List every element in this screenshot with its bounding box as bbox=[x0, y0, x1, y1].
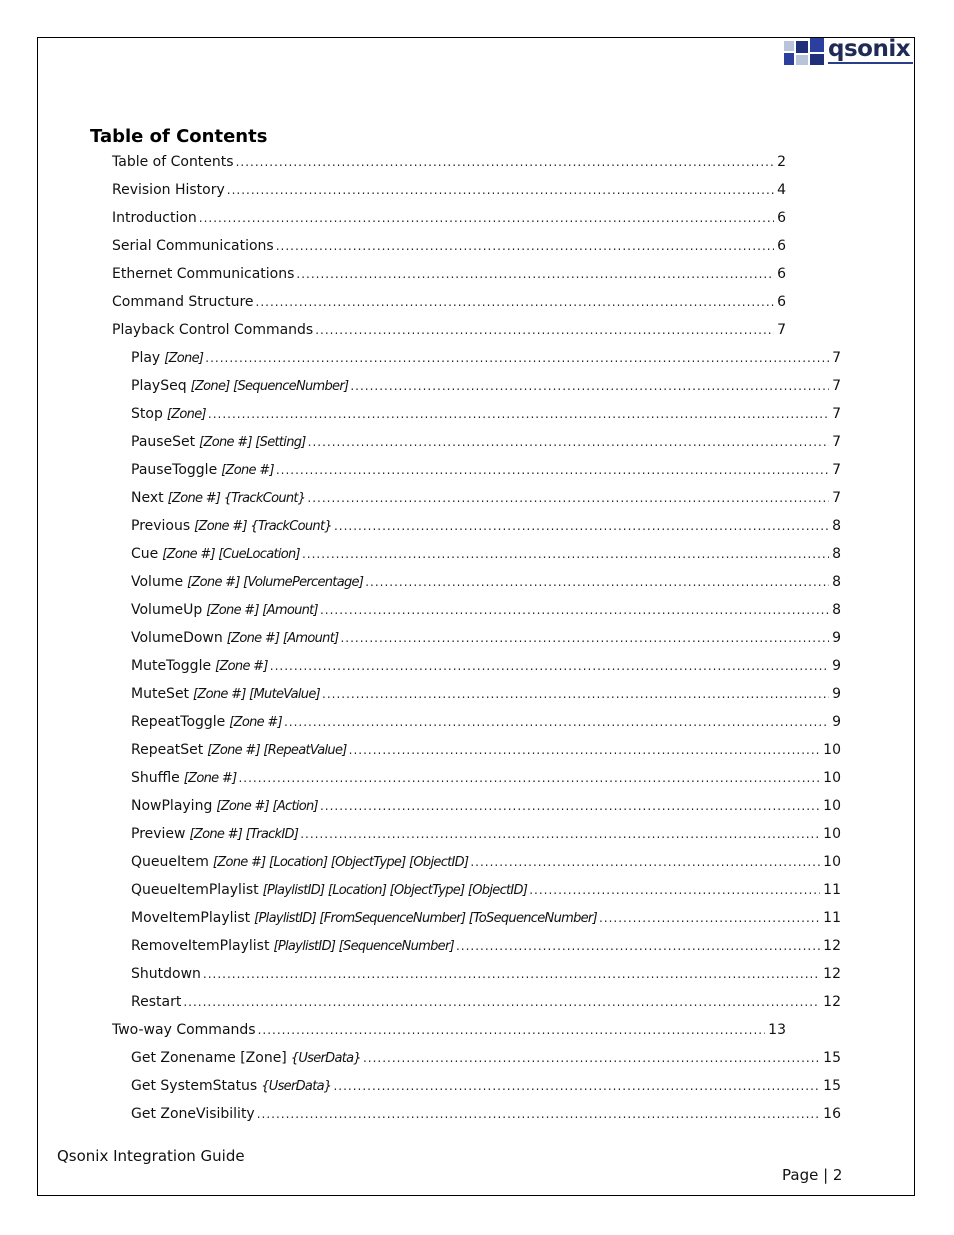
toc-entry-label: MuteSet bbox=[131, 686, 190, 702]
toc-entry-label: Command Structure bbox=[112, 294, 254, 310]
toc-entry[interactable] bbox=[131, 825, 841, 844]
toc-entry[interactable] bbox=[131, 349, 841, 368]
toc-entry-label: Shuffle bbox=[131, 770, 180, 786]
toc-entry-page: 6 bbox=[777, 238, 786, 254]
toc-dot-leader bbox=[470, 853, 820, 871]
toc-entry-args: {UserData} bbox=[290, 1051, 361, 1066]
toc-dot-leader bbox=[363, 1049, 820, 1067]
toc-entry[interactable] bbox=[131, 433, 841, 452]
toc-dot-leader bbox=[320, 601, 829, 619]
toc-dot-leader bbox=[183, 993, 820, 1011]
toc-entry-page: 10 bbox=[823, 826, 841, 842]
toc-entry-label: Cue bbox=[131, 546, 159, 562]
toc-entry-page: 11 bbox=[823, 910, 841, 926]
toc-entry[interactable] bbox=[112, 1021, 786, 1039]
toc-entry[interactable] bbox=[131, 909, 841, 928]
toc-entry-label: Get ZoneVisibility bbox=[131, 1106, 255, 1122]
toc-entry-page: 15 bbox=[823, 1078, 841, 1094]
toc-dot-leader bbox=[257, 1105, 820, 1123]
toc-dot-leader bbox=[256, 293, 775, 311]
toc-entry-label: PauseToggle bbox=[131, 462, 218, 478]
toc-dot-leader bbox=[350, 377, 829, 395]
toc-entry-page: 8 bbox=[832, 546, 841, 562]
toc-entry-page: 16 bbox=[823, 1106, 841, 1122]
toc-dot-leader bbox=[300, 825, 820, 843]
toc-entry[interactable] bbox=[112, 293, 786, 311]
toc-entry[interactable] bbox=[131, 545, 841, 564]
toc-entry[interactable] bbox=[131, 881, 841, 900]
toc-dot-leader bbox=[199, 209, 774, 227]
toc-entry-args: [Zone #] [Action] bbox=[216, 799, 318, 814]
toc-entry[interactable] bbox=[131, 377, 841, 396]
toc-dot-leader bbox=[238, 769, 820, 787]
toc-entry-page: 7 bbox=[832, 462, 841, 478]
toc-entry[interactable] bbox=[131, 405, 841, 424]
toc-entry-args: [PlaylistID] [FromSequenceNumber] [ToSequenceNumber] bbox=[254, 911, 597, 926]
toc-entry[interactable] bbox=[131, 461, 841, 480]
toc-dot-leader bbox=[227, 181, 774, 199]
toc-entry-page: 7 bbox=[777, 322, 786, 338]
toc-entry-label: Ethernet Communications bbox=[112, 266, 295, 282]
toc-entry-args: {UserData} bbox=[261, 1079, 332, 1094]
toc-entry[interactable] bbox=[131, 769, 841, 788]
toc-entry-page: 4 bbox=[777, 182, 786, 198]
toc-entry[interactable] bbox=[131, 713, 841, 732]
logo-underline bbox=[828, 62, 913, 64]
toc-entry-label: Playback Control Commands bbox=[112, 322, 314, 338]
toc-entry-label: PlaySeq bbox=[131, 378, 187, 394]
toc-entry-args: [Zone] bbox=[164, 351, 204, 366]
toc-entry-label: QueueItemPlaylist bbox=[131, 882, 259, 898]
toc-entry-label: Table of Contents bbox=[112, 154, 234, 170]
toc-dot-leader bbox=[258, 1021, 766, 1039]
toc-entry-args: [Zone #] bbox=[215, 659, 268, 674]
footer-doc-title: Qsonix Integration Guide bbox=[57, 1147, 245, 1165]
toc-dot-leader bbox=[333, 1077, 820, 1095]
toc-dot-leader bbox=[320, 797, 820, 815]
toc-dot-leader bbox=[205, 349, 829, 367]
toc-entry-label: Revision History bbox=[112, 182, 225, 198]
toc-entry-args: [Zone #] [RepeatValue] bbox=[207, 743, 347, 758]
toc-entry-label: Play bbox=[131, 350, 161, 366]
toc-entry-page: 12 bbox=[823, 966, 841, 982]
toc-entry[interactable] bbox=[112, 209, 786, 227]
toc-entry-args: [Zone #] [Amount] bbox=[226, 631, 339, 646]
toc-entry-args: [Zone #] {TrackCount} bbox=[167, 491, 306, 506]
toc-dot-leader bbox=[456, 937, 820, 955]
toc-entry[interactable] bbox=[131, 489, 841, 508]
toc-entry-page: 7 bbox=[832, 378, 841, 394]
toc-entry-label: VolumeDown bbox=[131, 630, 223, 646]
toc-entry-page: 10 bbox=[823, 770, 841, 786]
toc-entry-label: Previous bbox=[131, 518, 191, 534]
toc-entry-label: Next bbox=[131, 490, 164, 506]
toc-entry[interactable] bbox=[112, 265, 786, 283]
toc-entry[interactable] bbox=[131, 993, 841, 1011]
toc-entry-page: 2 bbox=[777, 154, 786, 170]
toc-entry[interactable] bbox=[131, 937, 841, 956]
logo-wordmark: qsonix bbox=[828, 36, 911, 62]
toc-entry-page: 8 bbox=[832, 518, 841, 534]
toc-dot-leader bbox=[208, 405, 829, 423]
toc-entry-page: 9 bbox=[832, 714, 841, 730]
toc-entry-label: VolumeUp bbox=[131, 602, 203, 618]
toc-entry-args: [Zone #] bbox=[183, 771, 237, 786]
toc-entry[interactable] bbox=[112, 181, 786, 199]
toc-entry-page: 11 bbox=[823, 882, 841, 898]
toc-entry-label: Stop bbox=[131, 406, 163, 422]
toc-dot-leader bbox=[349, 741, 821, 759]
toc-entry-label: Restart bbox=[131, 994, 182, 1010]
toc-dot-leader bbox=[270, 657, 829, 675]
toc-entry-page: 10 bbox=[823, 798, 841, 814]
toc-entry-page: 10 bbox=[823, 742, 841, 758]
toc-entry-args: [Zone #] bbox=[221, 463, 274, 478]
toc-dot-leader bbox=[203, 965, 820, 983]
footer-page-number: Page | 2 bbox=[782, 1166, 843, 1184]
toc-entry-page: 6 bbox=[777, 266, 786, 282]
toc-entry[interactable] bbox=[112, 153, 786, 171]
toc-entry[interactable] bbox=[131, 797, 841, 816]
toc-dot-leader bbox=[236, 153, 775, 171]
toc-entry-args: [Zone #] [Amount] bbox=[206, 603, 318, 618]
toc-entry[interactable] bbox=[131, 1049, 841, 1068]
toc-entry-args: [Zone #] bbox=[229, 715, 282, 730]
toc-entry[interactable] bbox=[131, 629, 841, 648]
toc-entry-page: 8 bbox=[832, 602, 841, 618]
toc-dot-leader bbox=[302, 545, 829, 563]
toc-entry-label: Serial Communications bbox=[112, 238, 274, 254]
toc-entry-label: Volume bbox=[131, 574, 184, 590]
toc-entry[interactable] bbox=[112, 237, 786, 255]
toc-entry-label: RemoveItemPlaylist bbox=[131, 938, 270, 954]
toc-dot-leader bbox=[529, 881, 820, 899]
toc-heading: Table of Contents bbox=[90, 126, 268, 147]
toc-entry-label: NowPlaying bbox=[131, 798, 213, 814]
toc-entry-args: [PlaylistID] [SequenceNumber] bbox=[273, 939, 454, 954]
toc-entry-label: QueueItem bbox=[131, 854, 209, 870]
toc-dot-leader bbox=[307, 489, 829, 507]
toc-entry-args: [Zone #] {TrackCount} bbox=[194, 519, 332, 534]
toc-entry-args: [Zone #] [Setting] bbox=[199, 435, 306, 450]
toc-entry-page: 7 bbox=[832, 406, 841, 422]
toc-entry[interactable] bbox=[112, 321, 786, 339]
toc-entry-label: Introduction bbox=[112, 210, 197, 226]
toc-entry[interactable] bbox=[131, 1077, 841, 1096]
toc-entry[interactable] bbox=[131, 965, 841, 983]
toc-entry-page: 10 bbox=[823, 854, 841, 870]
toc-dot-leader bbox=[315, 321, 774, 339]
toc-dot-leader bbox=[599, 909, 820, 927]
toc-entry-page: 6 bbox=[777, 294, 786, 310]
toc-dot-leader bbox=[284, 713, 829, 731]
toc-dot-leader bbox=[308, 433, 829, 451]
toc-entry-args: [PlaylistID] [Location] [ObjectType] [ObjectID] bbox=[262, 883, 528, 898]
toc-dot-leader bbox=[322, 685, 829, 703]
toc-entry-page: 15 bbox=[823, 1050, 841, 1066]
toc-entry[interactable] bbox=[131, 517, 841, 536]
toc-dot-leader bbox=[276, 237, 774, 255]
toc-entry-args: [Zone #] [MuteValue] bbox=[193, 687, 321, 702]
toc-entry-args: [Zone #] [VolumePercentage] bbox=[187, 575, 364, 590]
toc-entry[interactable] bbox=[131, 601, 841, 620]
toc-entry[interactable] bbox=[131, 685, 841, 704]
toc-entry-page: 9 bbox=[832, 658, 841, 674]
toc-entry-args: [Zone] bbox=[166, 407, 206, 422]
toc-entry-label: Two-way Commands bbox=[112, 1022, 256, 1038]
toc-entry-label: PauseSet bbox=[131, 434, 196, 450]
toc-entry-label: Preview bbox=[131, 826, 186, 842]
toc-entry[interactable] bbox=[131, 853, 841, 872]
toc-entry-args: [Zone #] [CueLocation] bbox=[162, 547, 300, 562]
toc-entry-page: 8 bbox=[832, 574, 841, 590]
toc-entry-label: Get Zonename [Zone] bbox=[131, 1050, 287, 1066]
toc-entry[interactable] bbox=[131, 1105, 841, 1123]
toc-entry[interactable] bbox=[131, 573, 841, 592]
toc-entry-label: Get SystemStatus bbox=[131, 1078, 258, 1094]
toc-entry-label: MoveItemPlaylist bbox=[131, 910, 251, 926]
toc-entry-page: 6 bbox=[777, 210, 786, 226]
toc-entry-page: 7 bbox=[832, 490, 841, 506]
toc-entry-label: RepeatSet bbox=[131, 742, 204, 758]
toc-entry-page: 12 bbox=[823, 994, 841, 1010]
toc-dot-leader bbox=[276, 461, 829, 479]
toc-dot-leader bbox=[296, 265, 774, 283]
toc-dot-leader bbox=[365, 573, 829, 591]
toc-entry-page: 7 bbox=[832, 350, 841, 366]
toc-entry-label: RepeatToggle bbox=[131, 714, 226, 730]
toc-dot-leader bbox=[340, 629, 829, 647]
toc-entry[interactable] bbox=[131, 657, 841, 676]
toc-entry-page: 12 bbox=[823, 938, 841, 954]
toc-entry-args: [Zone] [SequenceNumber] bbox=[190, 379, 349, 394]
toc-entry-page: 7 bbox=[832, 434, 841, 450]
toc-dot-leader bbox=[334, 517, 829, 535]
toc-entry-page: 9 bbox=[832, 630, 841, 646]
toc-entry-args: [Zone #] [Location] [ObjectType] [ObjectID] bbox=[212, 855, 469, 870]
toc-entry-page: 13 bbox=[768, 1022, 786, 1038]
toc-entry-args: [Zone #] [TrackID] bbox=[189, 827, 299, 842]
toc-entry-label: Shutdown bbox=[131, 966, 201, 982]
toc-entry[interactable] bbox=[131, 741, 841, 760]
qsonix-logo bbox=[784, 38, 914, 68]
toc-entry-page: 9 bbox=[832, 686, 841, 702]
toc-entry-label: MuteToggle bbox=[131, 658, 212, 674]
